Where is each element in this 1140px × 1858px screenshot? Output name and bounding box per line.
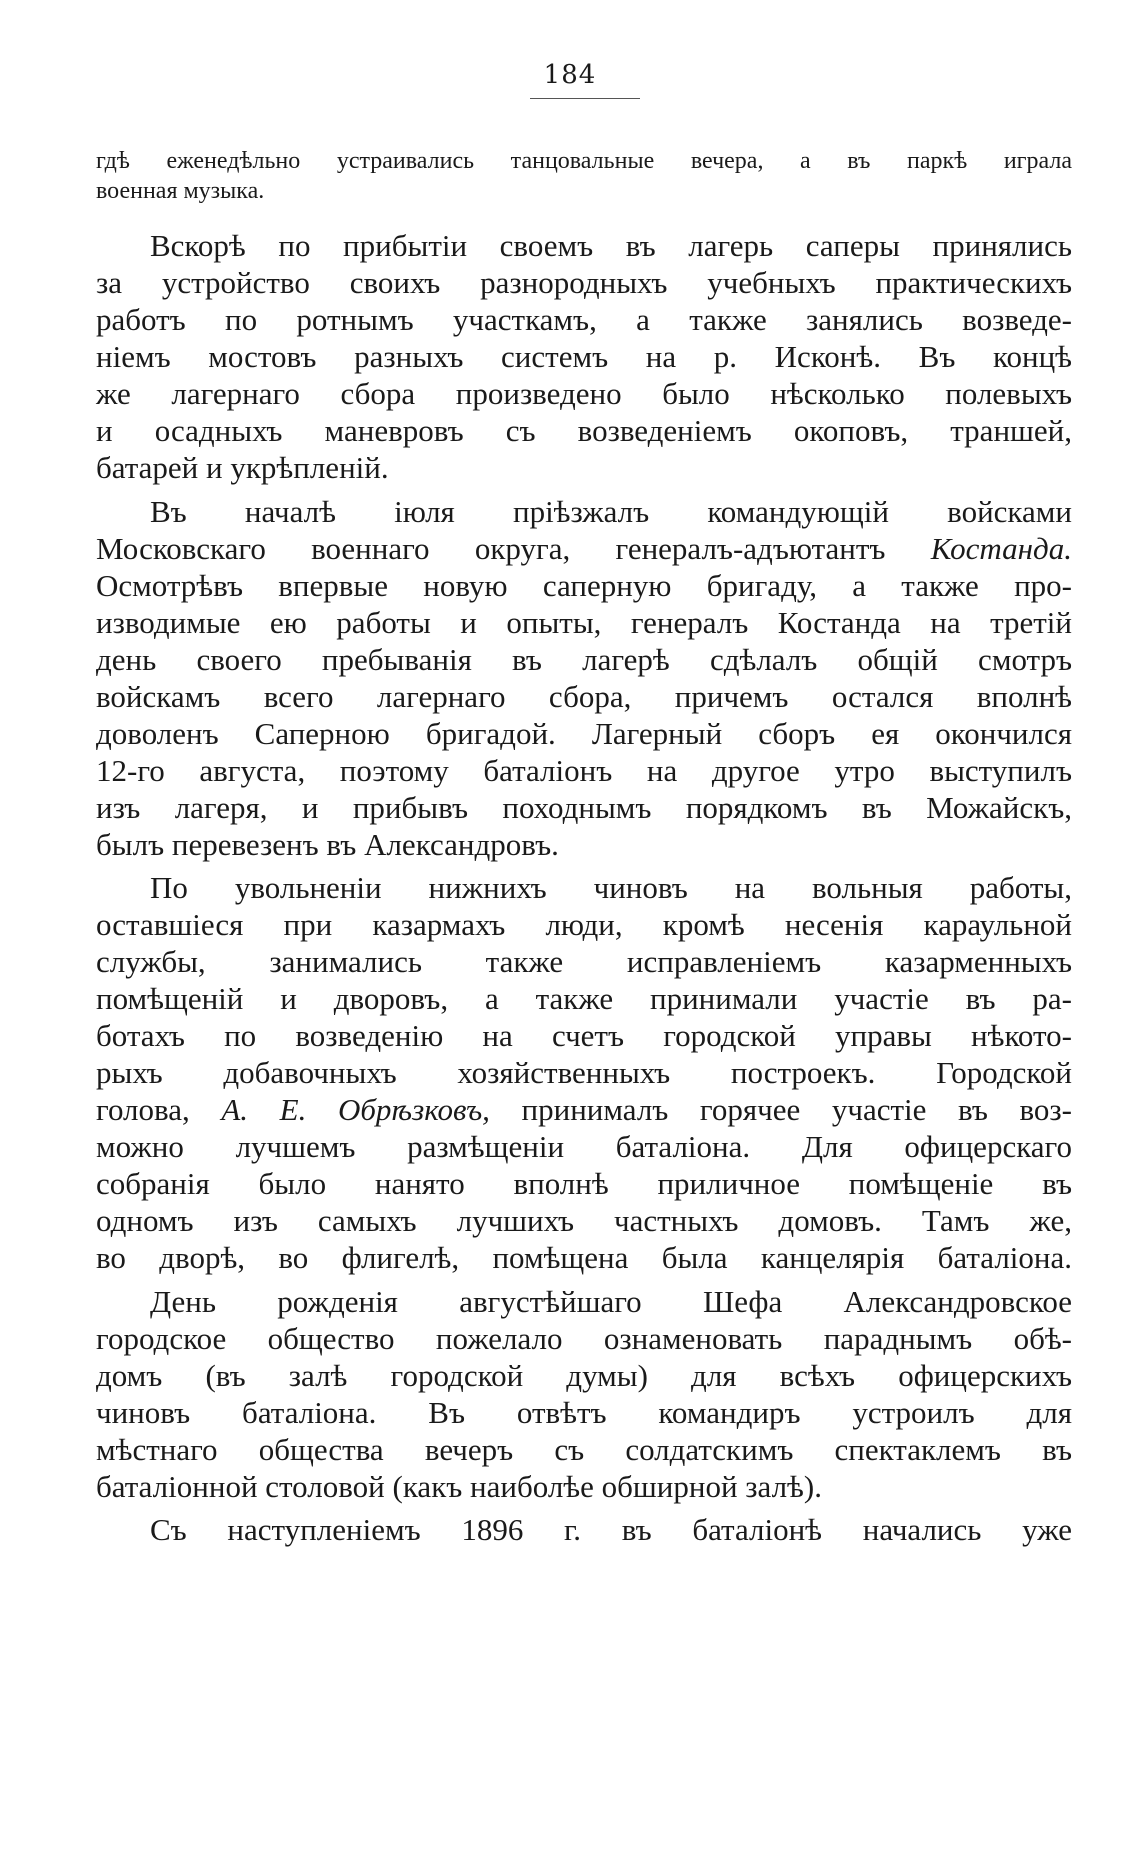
text-line-35: мѣстнаго общества вечеръ съ солдатскимъ спектаклемъ въ: [96, 1432, 1072, 1467]
text-line-11: [96, 531, 1072, 567]
name-kostanda: Костанда.: [930, 531, 1072, 566]
text-line-25: рыхъ добавочныхъ хозяйственныхъ построекъ. Городской: [96, 1055, 1072, 1090]
text-line-30: во дворѣ, во флигелѣ, помѣщена была канцелярія баталіона.: [96, 1240, 1072, 1275]
text-line-7: же лагернаго сбора произведено было нѣсколько полевыхъ: [96, 376, 1072, 411]
text-line-26-end: принималъ горячее участіе въ воз-: [521, 1092, 1072, 1127]
text-line-11-main: Московскаго военнаго округа, генералъ-адъютантъ: [96, 531, 886, 566]
text-line-19: былъ перевезенъ въ Александровъ.: [96, 827, 559, 862]
text-line-31: День рожденія августѣйшаго Шефа Александровское: [150, 1284, 1072, 1319]
text-line-20: По увольненіи нижнихъ чиновъ на вольныя работы,: [150, 870, 1072, 905]
text-line-18: изъ лагеря, и прибывъ походнымъ порядкомъ въ Можайскъ,: [96, 790, 1072, 825]
text-line-4: за устройство своихъ разнородныхъ учебныхъ практическихъ: [96, 265, 1072, 300]
text-line-29: одномъ изъ самыхъ лучшихъ частныхъ домовъ. Тамъ же,: [96, 1203, 1072, 1238]
text-line-10: Въ началѣ іюля пріѣзжалъ командующій войсками: [150, 494, 1072, 529]
text-line-13: изводимые ею работы и опыты, генералъ Костанда на третій: [96, 605, 1072, 640]
text-line-1: гдѣ еженедѣльно устраивались танцовальные вечера, а въ паркѣ играла: [96, 148, 1072, 174]
text-line-37: Съ наступленіемъ 1896 г. въ баталіонѣ начались уже: [150, 1512, 1072, 1547]
text-line-26: [96, 1092, 1072, 1128]
text-line-34: чиновъ баталіона. Въ отвѣтъ командиръ устроилъ для: [96, 1395, 1072, 1430]
text-line-27: можно лучшемъ размѣщеніи баталіона. Для офицерскаго: [96, 1129, 1072, 1164]
text-line-9: батарей и укрѣпленій.: [96, 450, 389, 485]
text-line-22: службы, занимались также исправленіемъ казарменныхъ: [96, 944, 1072, 979]
text-line-6: ніемъ мостовъ разныхъ системъ на р. Исконѣ. Въ концѣ: [96, 339, 1072, 374]
text-line-3: Вскорѣ по прибытіи своемъ въ лагерь саперы принялись: [150, 228, 1072, 263]
text-line-8: и осадныхъ маневровъ съ возведеніемъ окоповъ, траншей,: [96, 413, 1072, 448]
text-line-36: баталіонной столовой (какъ наиболѣе обширной залѣ).: [96, 1469, 822, 1504]
text-line-12: Осмотрѣвъ впервые новую саперную бригаду, а также про-: [96, 568, 1072, 603]
text-line-23: помѣщеній и дворовъ, а также принимали участіе въ ра-: [96, 981, 1072, 1016]
text-line-17: 12-го августа, поэтому баталіонъ на другое утро выступилъ: [96, 753, 1072, 788]
text-line-21: оставшіеся при казармахъ люди, кромѣ несенія караульной: [96, 907, 1072, 942]
text-line-15: войскамъ всего лагернаго сбора, причемъ остался вполнѣ: [96, 679, 1072, 714]
text-line-33: домъ (въ залѣ городской думы) для всѣхъ офицерскихъ: [96, 1358, 1072, 1393]
text-line-26-start: голова,: [96, 1092, 190, 1127]
text-line-28: собранія было нанято вполнѣ приличное помѣщеніе въ: [96, 1166, 1072, 1201]
page-number: 184: [543, 60, 597, 90]
text-line-2: военная музыка.: [96, 178, 265, 204]
text-line-14: день своего пребыванія въ лагерѣ сдѣлалъ общій смотръ: [96, 642, 1072, 677]
text-line-32: городское общество пожелало ознаменовать параднымъ обѣ-: [96, 1321, 1072, 1356]
text-line-24: ботахъ по возведенію на счетъ городской управы нѣкото-: [96, 1018, 1072, 1053]
text-line-5: работъ по ротнымъ участкамъ, а также занялись возведе-: [96, 302, 1072, 337]
name-obrezkov: А. Е. Обрѣзковъ,: [221, 1092, 490, 1127]
text-line-16: доволенъ Саперною бригадой. Лагерный сборъ ея окончился: [96, 716, 1072, 751]
page-number-rule: [530, 98, 640, 99]
